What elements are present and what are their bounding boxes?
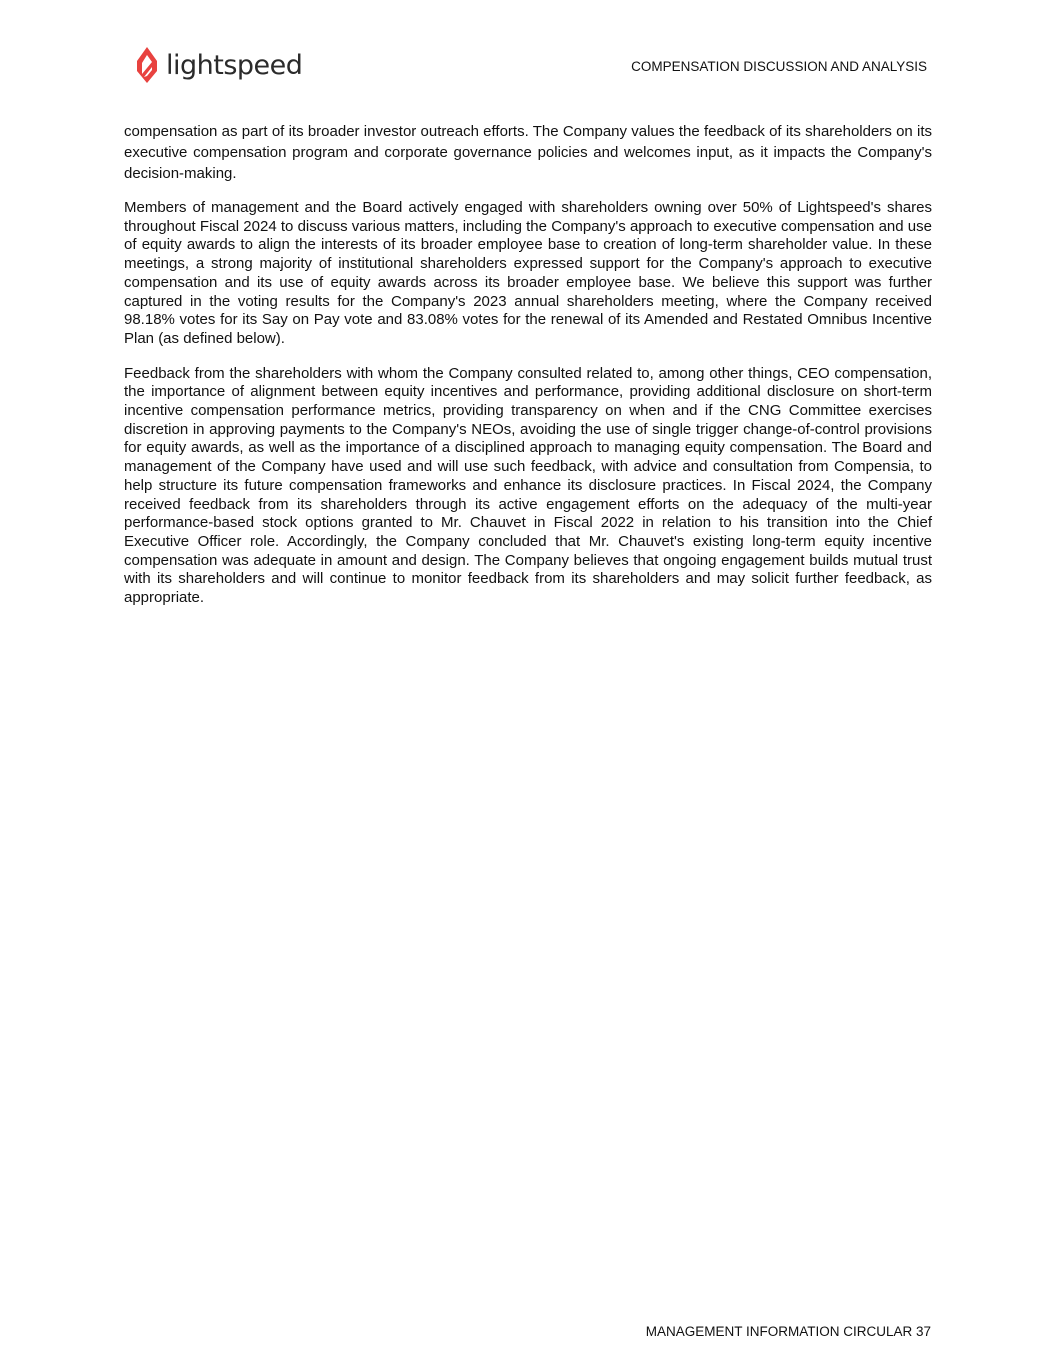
document-body xyxy=(124,121,932,624)
paragraph: Members of management and the Board actively engaged with shareholders owning over 50% of Lightspeed's shares throughout Fiscal 2024 to discuss various matters, including the Company's approach to executive compensation and use of equity awards to align the interests of its broader employee base to creation of long-term shareholder value. In these meetings, a strong majority of institutional shareholders expressed support for the Company's approach to executive compensation and its use of equity awards across its broader employee base. We believe this support was further captured in the voting results for the Company's 2023 annual shareholders meeting, where the Company received 98.18% votes for its Say on Pay vote and 83.08% votes for the renewal of its Amended and Restated Omnibus Incentive Plan (as defined below). xyxy=(124,199,932,347)
page-footer: MANAGEMENT INFORMATION CIRCULAR 37 xyxy=(645,1324,931,1339)
section-title: COMPENSATION DISCUSSION AND ANALYSIS xyxy=(631,59,927,74)
company-logo xyxy=(134,46,302,84)
logo-text: lightspeed xyxy=(166,49,303,81)
paragraph: Feedback from the shareholders with whom the Company consulted related to, among other things, CEO compensation, the importance of alignment between equity incentives and performance, providing additional disclosure on short-term incentive compensation performance metrics, providing transparency on when and if the CNG Committee exercises discretion in approving payments to the Company's NEOs, avoiding the use of single trigger change-of-control provisions for equity awards, as well as the importance of a disciplined approach to managing equity compensation. The Board and management of the Company have used and will use such feedback, with advice and consultation from Compensia, to help structure its future compensation frameworks and enhance its disclosure practices. In Fiscal 2024, the Company received feedback from its shareholders through its active engagement efforts on the adequacy of the multi-year performance-based stock options granted to Mr. Chauvet in Fiscal 2022 in relation to his transition into the Chief Executive Officer role. Accordingly, the Company concluded that Mr. Chauvet's existing long-term equity incentive compensation was adequate in amount and design. The Company believes that ongoing engagement builds mutual trust with its shareholders and will continue to monitor feedback from its shareholders and may solicit further feedback, as appropriate. xyxy=(124,364,932,607)
paragraph: compensation as part of its broader investor outreach efforts. The Company values the feedback of its shareholders on its executive compensation program and corporate governance policies and welcomes input, as it impacts the Company's decision-making. xyxy=(124,123,932,182)
lightspeed-flame-icon xyxy=(134,46,160,84)
